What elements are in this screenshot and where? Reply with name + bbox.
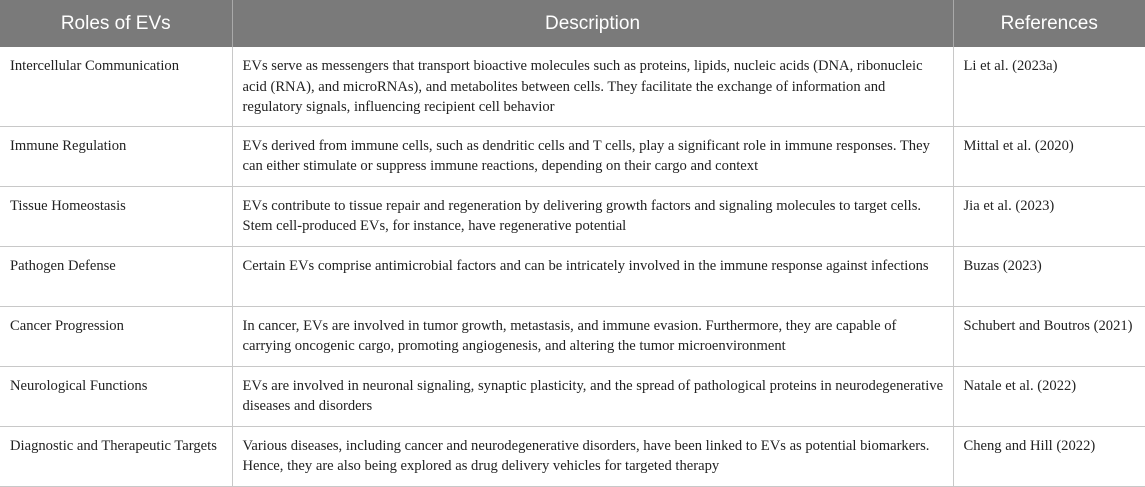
description-cell: EVs derived from immune cells, such as dendritic cells and T cells, play a significant role in immune responses. They can either stimulate or suppress immune reactions, depending on their cargo and context	[232, 126, 953, 186]
table-row	[0, 246, 1145, 306]
description-cell: EVs serve as messengers that transport bioactive molecules such as proteins, lipids, nucleic acids (DNA, ribonucleic acid (RNA), and microRNAs), and metabolites between cells. They facilitate the exchange of information and regulatory signals, influencing recipient cell behavior	[232, 47, 953, 126]
table-row	[0, 186, 1145, 246]
reference-cell: Schubert and Boutros (2021)	[953, 306, 1145, 366]
role-cell: Pathogen Defense	[0, 246, 232, 306]
role-cell: Cancer Progression	[0, 306, 232, 366]
table-row	[0, 366, 1145, 426]
reference-cell: Mittal et al. (2020)	[953, 126, 1145, 186]
role-cell: Intercellular Communication	[0, 47, 232, 126]
table-header	[0, 0, 1145, 47]
description-cell: Various diseases, including cancer and neurodegenerative disorders, have been linked to EVs as potential biomarkers. Hence, they are also being explored as drug delivery vehicles for targeted therapy	[232, 426, 953, 486]
role-cell: Neurological Functions	[0, 366, 232, 426]
table-row	[0, 306, 1145, 366]
header-row	[0, 0, 1145, 47]
table-body	[0, 47, 1145, 486]
reference-cell: Cheng and Hill (2022)	[953, 426, 1145, 486]
description-cell: EVs contribute to tissue repair and regeneration by delivering growth factors and signaling molecules to target cells. Stem cell-produced EVs, for instance, have regenerative potential	[232, 186, 953, 246]
reference-cell: Buzas (2023)	[953, 246, 1145, 306]
header-references: References	[953, 0, 1145, 47]
description-cell: In cancer, EVs are involved in tumor growth, metastasis, and immune evasion. Furthermore, they are capable of carrying oncogenic cargo, promoting angiogenesis, and altering the tumor microenvironment	[232, 306, 953, 366]
table-row	[0, 47, 1145, 126]
reference-cell: Natale et al. (2022)	[953, 366, 1145, 426]
header-description: Description	[232, 0, 953, 47]
header-roles: Roles of EVs	[0, 0, 232, 47]
reference-cell: Li et al. (2023a)	[953, 47, 1145, 126]
role-cell: Tissue Homeostasis	[0, 186, 232, 246]
role-cell: Diagnostic and Therapeutic Targets	[0, 426, 232, 486]
table-row	[0, 426, 1145, 486]
table-row	[0, 126, 1145, 186]
role-cell: Immune Regulation	[0, 126, 232, 186]
description-cell: Certain EVs comprise antimicrobial factors and can be intricately involved in the immune response against infections	[232, 246, 953, 306]
reference-cell: Jia et al. (2023)	[953, 186, 1145, 246]
description-cell: EVs are involved in neuronal signaling, synaptic plasticity, and the spread of pathological proteins in neurodegenerative diseases and disorders	[232, 366, 953, 426]
